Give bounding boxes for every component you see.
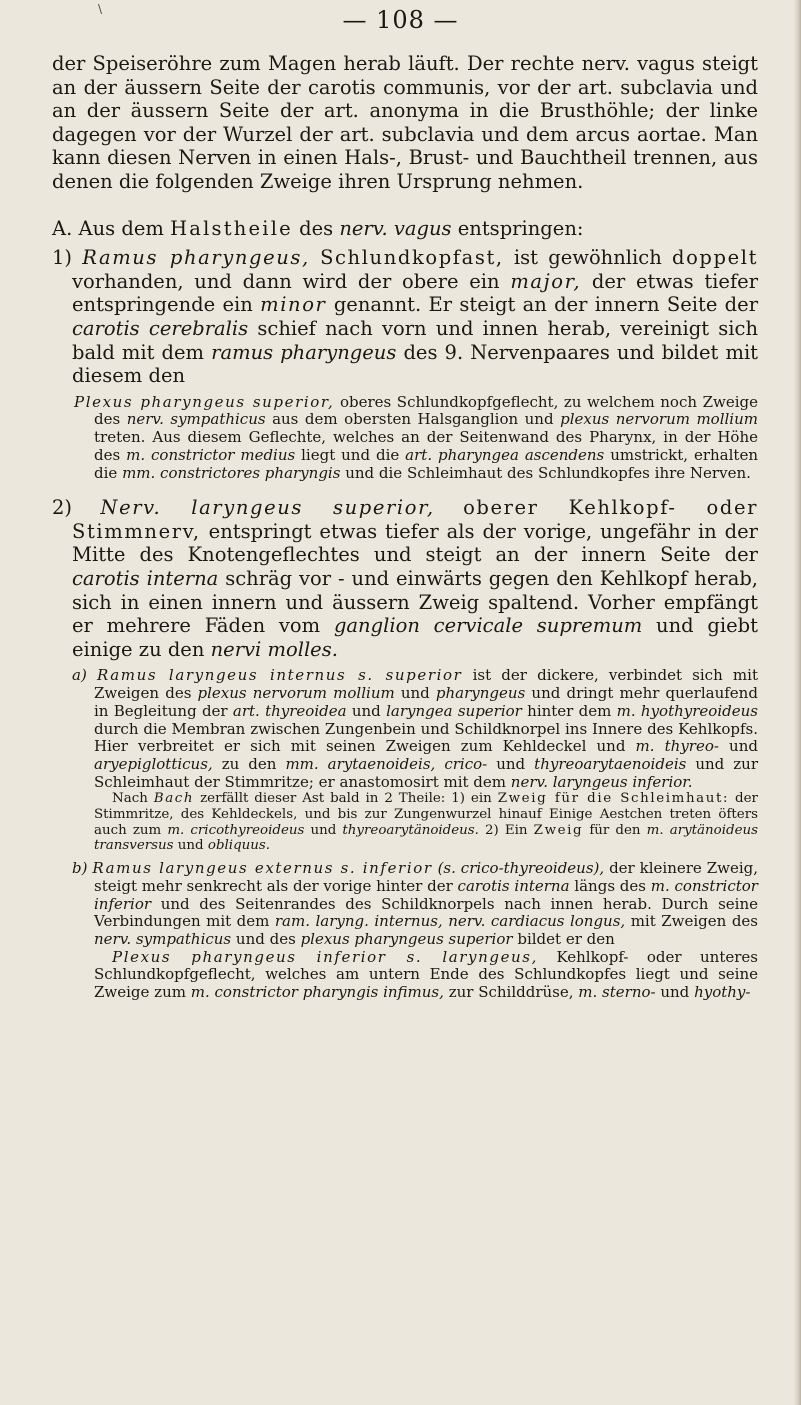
text-run: mm. arytaenoideis, crico- <box>285 754 488 773</box>
text-run: nerv. sympathicus <box>126 410 266 429</box>
text-run: m. constrictor pharyngis infimus, <box>190 983 444 1002</box>
text-run: umstrickt, erhalten die <box>94 445 758 482</box>
text-run: nerv. sympathicus <box>94 929 232 948</box>
text-run: carotis cerebralis <box>72 316 249 340</box>
section-nerve: nerv. vagus <box>339 216 452 240</box>
text-run: mit Zweigen des <box>630 912 758 931</box>
text-run: Zweig <box>533 822 584 838</box>
text-run: der etwas tiefer entspringende ein <box>72 269 759 317</box>
text-run: und des Seitenrandes des Schildknorpels nach innen herab. Durch seine Verbindungen mit dem <box>94 894 758 931</box>
text-run: des 9. Nervenpaares und bildet mit diesem den <box>72 340 759 388</box>
text-run: und <box>496 754 526 773</box>
text-run: entspringt etwas tiefer als der vorige, ungefähr in der Mitte des Knotengeflechtes und steigt an der innern Seite der <box>72 519 758 567</box>
section-end: entspringen: <box>457 216 584 240</box>
section-a-heading <box>52 217 758 241</box>
text-run: ramus pharyngeus <box>211 340 397 364</box>
text-run: art. thyreoidea <box>232 701 347 720</box>
page-number: — 108 — <box>342 6 459 34</box>
text-run: und giebt einige zu den <box>72 614 758 661</box>
text-run: m. constrictor inferior <box>94 876 758 913</box>
text-run: obliquus. <box>207 838 271 854</box>
text-run: laryngea superior <box>386 701 522 720</box>
text-run: plexus pharyngeus superior <box>300 929 513 948</box>
item-2-nerv-laryngeus-superior <box>52 496 758 661</box>
plexus-pharyngeus-superior <box>52 394 758 483</box>
item-label: b) <box>72 859 88 878</box>
text-run: carotis interna <box>72 567 219 591</box>
text-run: der kleinere Zweig, steigt mehr senkrecht als der vorige hinter der <box>94 859 759 895</box>
section-tail: des <box>299 216 334 240</box>
text-run: und die Schleimhaut des Schlundkopfes ihre Nerven. <box>345 463 751 482</box>
text-run: nerv. laryngeus inferior. <box>510 772 693 791</box>
text-run: m. constrictor medius <box>126 445 296 464</box>
item-number: 1) <box>52 246 73 270</box>
text-run: vorhanden, und dann wird der obere ein <box>72 269 500 293</box>
text-run: minor <box>260 293 327 317</box>
text-run: hinter dem <box>527 701 612 720</box>
text-run: ist der dickere, verbindet sich mit Zweigen des <box>94 666 758 703</box>
text-run: m. thyreo- <box>635 737 719 756</box>
text-run: aus dem obersten Halsganglion und <box>272 410 554 429</box>
body-text <box>52 52 758 1002</box>
text-run: und <box>351 701 381 720</box>
intro-paragraph: der Speiseröhre zum Magen herab läuft. Der rechte nerv. vagus steigt an der äussern Seite der carotis communis, vor der art. subclavia und an der äussern Seite der art. anonyma in die Brusthöhle; der linke dagegen vor der Wurzel der art. subclavia und dem arcus aortae. Man kann diesen Nerven in einen Hals-, Brust- und Bauchtheil trennen, aus denen die folgenden Zweige ihren Ursprung nehmen. <box>52 52 758 193</box>
plexus-title: Plexus pharyngeus inferior s. laryngeus, <box>112 947 538 966</box>
text-run: Zweig für die Schleimhaut: <box>497 791 730 807</box>
text-run: längs des <box>574 876 646 895</box>
page-edge-shadow <box>793 0 801 1405</box>
text-run: Kehlkopf- oder unteres Schlundkopfgeflecht, welches am untern Ende des Schlundkopfes liegt und seine Zweige zum <box>94 947 758 1002</box>
text-run: ist gewöhnlich <box>513 246 662 270</box>
text-run: m. arytänoideus transversus <box>94 822 758 854</box>
item-1-ramus-pharyngeus <box>52 246 758 388</box>
text-run: und <box>729 737 758 756</box>
section-letter: A. <box>52 216 73 240</box>
text-run: thyreoarytänoideus. <box>342 822 479 838</box>
text-run: plexus nervorum mollium <box>197 684 395 703</box>
item-title: Nerv. laryngeus superior, <box>100 496 435 520</box>
text-run: Bach <box>153 791 195 807</box>
text-run: zur Schilddrüse, <box>448 983 574 1002</box>
corner-mark: \ <box>98 2 103 16</box>
text-run: und <box>660 983 690 1002</box>
item-german-name: oberer Kehlkopf- oder Stimmnerv, <box>72 496 759 543</box>
item-a-ramus-laryngeus-internus <box>52 667 758 791</box>
item-title: Ramus pharyngeus, <box>82 246 310 270</box>
item-b-ramus-laryngeus-externus <box>52 860 758 949</box>
text-run: nervi molles. <box>210 637 338 661</box>
section-lead: Aus dem <box>78 216 164 240</box>
text-run: und des <box>235 929 296 948</box>
plexus-pharyngeus-inferior <box>52 949 758 1002</box>
text-run: oberes Schlundkopfgeflecht, zu welchem noch Zweige des <box>94 392 758 429</box>
bach-note <box>52 791 758 854</box>
text-run: schräg vor - und einwärts gegen den Kehlkopf herab, sich in einen innern und äussern Zweig spaltend. Vorher empfängt er mehrere Fäden vom <box>72 567 759 638</box>
section-keyword: Halstheile <box>170 216 293 240</box>
text-run: hyothy- <box>694 983 751 1002</box>
item-title: Ramus laryngeus externus s. inferior <box>92 859 433 878</box>
text-run: doppelt <box>672 246 759 270</box>
text-run: liegt und die <box>301 445 400 464</box>
plexus-title: Plexus pharyngeus superior, <box>74 392 335 411</box>
text-run: schief nach vorn und innen herab, vereinigt sich bald mit dem <box>72 316 759 364</box>
text-run: zu den <box>221 754 277 773</box>
text-run: und zur Schleimhaut der Stimmritze; er anastomosirt mit dem <box>94 754 758 791</box>
text-run: 2) Ein <box>485 822 528 838</box>
text-run: und <box>310 822 337 838</box>
text-run: zerfällt dieser Ast bald in 2 Theile: 1) ein <box>200 791 492 807</box>
item-german-name: Schlundkopfast, <box>320 246 504 270</box>
text-run: treten. Aus diesem Geflechte, welches an der Seitenwand des Pharynx, in der Höhe des <box>94 428 758 464</box>
text-run: m. cricothyreoideus <box>167 822 305 838</box>
item-title: Ramus laryngeus internus s. superior <box>96 666 463 685</box>
text-run: mm. constrictores pharyngis <box>122 463 341 482</box>
text-run: m. sterno- <box>578 983 656 1002</box>
text-run: und dringt mehr querlaufend in Begleitung der <box>94 684 758 720</box>
text-run: bildet er den <box>517 929 615 948</box>
text-run: thyreoarytaenoideis <box>534 754 687 773</box>
text-run: major, <box>510 269 582 293</box>
item-label: a) <box>72 666 87 685</box>
text-run: und <box>400 684 430 703</box>
text-run: (s. crico-thyreoideus), <box>437 859 605 878</box>
text-run: pharyngeus <box>435 684 526 703</box>
text-run: Nach <box>112 791 148 807</box>
text-run: carotis interna <box>457 876 570 895</box>
item-number: 2) <box>52 496 73 520</box>
text-run: und <box>177 838 204 854</box>
text-run: ganglion cervicale supremum <box>333 614 643 638</box>
text-run: der Stimmritze, des Kehldeckels, und bis zur Zungenwurzel hinauf Einige Aestchen treten öfters auch zum <box>94 791 758 838</box>
text-run: durch die Membran zwischen Zungenbein und Schildknorpel ins Innere des Kehlkopfs. Hier verbreitet er sich mit seinen Zweigen zum Kehldeckel und <box>94 719 758 756</box>
text-run: m. hyothyreoideus <box>616 701 758 720</box>
text-run: genannt. Er steigt an der innern Seite der <box>333 293 759 317</box>
text-run: ram. laryng. internus, nerv. cardiacus longus, <box>274 912 626 931</box>
text-run: art. pharyngea ascendens <box>405 445 605 464</box>
text-run: aryepiglotticus, <box>94 754 213 773</box>
text-run: für den <box>589 822 641 838</box>
text-run: plexus nervorum mollium <box>560 410 758 429</box>
